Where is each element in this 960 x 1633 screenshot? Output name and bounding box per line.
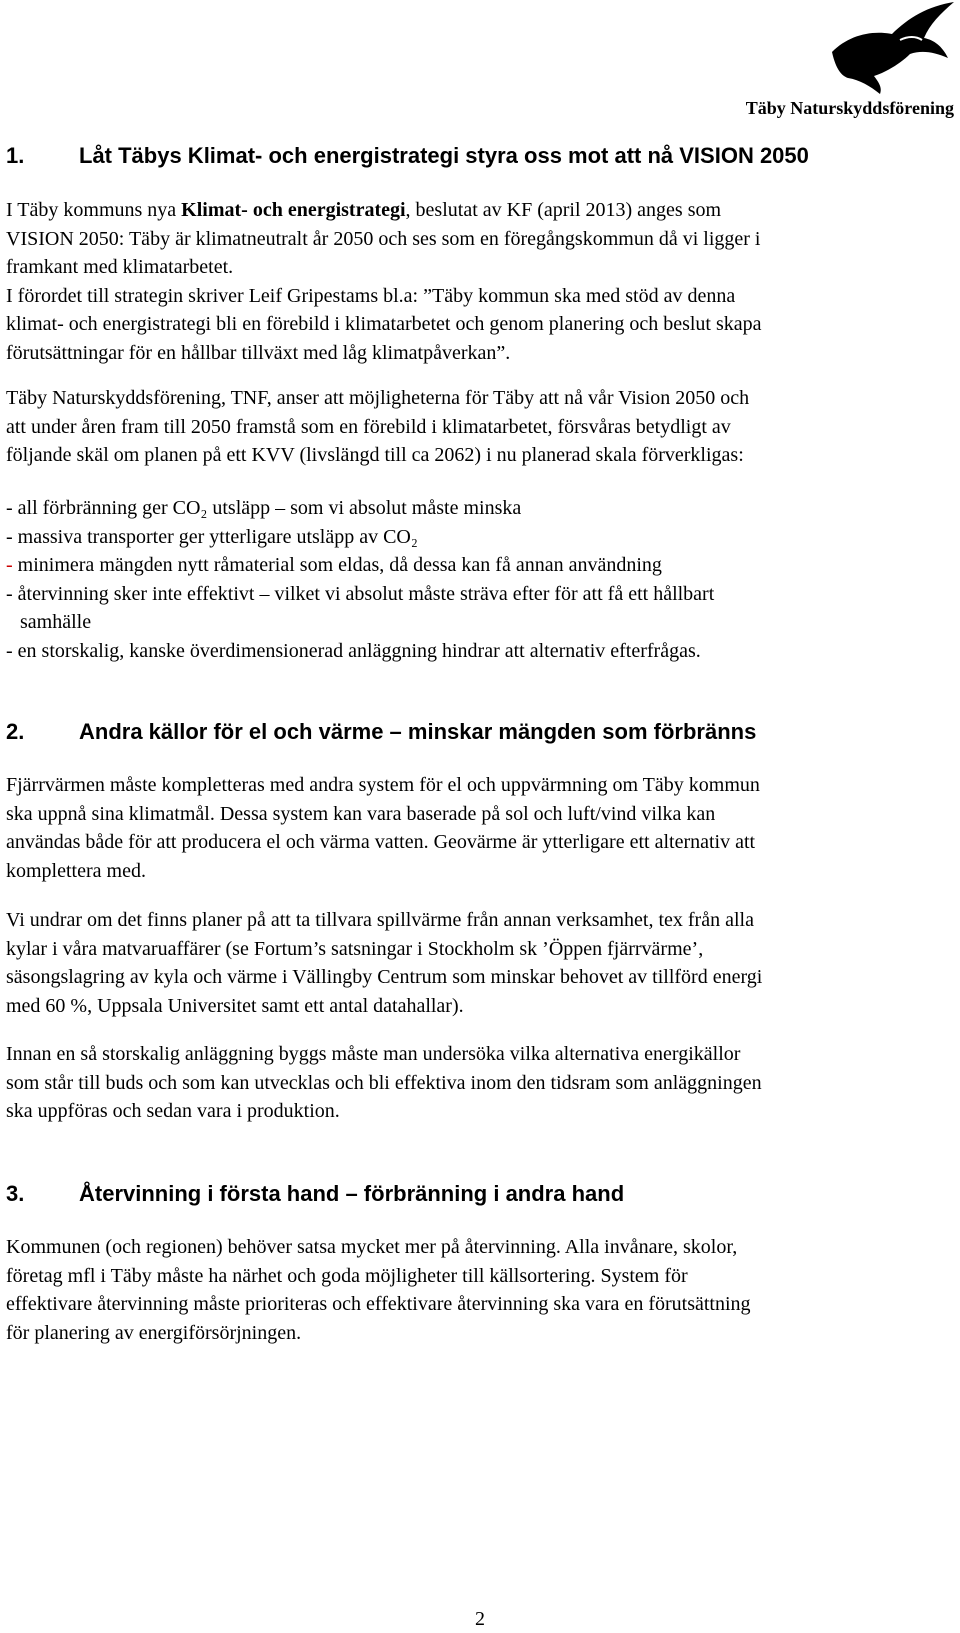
text-line: Fjärrvärmen måste kompletteras med andra system för el och uppvärmning om Täby kommun — [6, 774, 760, 796]
list-item: - massiva transporter ger ytterligare utsläpp av CO₂ — [6, 525, 418, 548]
list-item — [6, 551, 956, 580]
list-dash: - — [6, 554, 13, 576]
text-line: ska uppföras och sedan vara i produktion. — [6, 1100, 340, 1122]
section-title: Låt Täbys Klimat- och energistrategi styra oss mot att nå VISION 2050 — [79, 143, 809, 168]
paragraph — [6, 1233, 956, 1347]
section-title: Andra källor för el och värme – minskar mängden som förbränns — [79, 719, 757, 744]
section-heading-1 — [6, 143, 809, 169]
paragraph — [6, 771, 956, 885]
section-number: 3. — [6, 1181, 25, 1206]
text-line: ska uppnå sina klimatmål. Dessa system kan vara baserade på sol och luft/vind vilka kan — [6, 802, 716, 825]
text-run: minimera mängden nytt råmaterial som eldas, då dessa kan få annan användning — [12, 554, 662, 576]
text-line — [6, 196, 956, 225]
text-line: komplettera med. — [6, 859, 146, 882]
text-line: med 60 %, Uppsala Universitet samt ett antal datahallar). — [6, 994, 464, 1017]
text-line: VISION 2050: Täby är klimatneutralt år 2050 och ses som en föregångskommun då vi ligger i — [6, 227, 761, 250]
text-line: företag mfl i Täby måste ha närhet och goda möjligheter till källsortering. System för — [6, 1264, 688, 1287]
list-item: - en storskalig, kanske överdimensionerad anläggning hindrar att alternativ efterfrågas. — [6, 639, 701, 662]
text-line: för planering av energiförsörjningen. — [6, 1321, 302, 1344]
text-line: Kommunen (och regionen) behöver satsa mycket mer på återvinning. Alla invånare, skolor, — [6, 1236, 738, 1258]
text-line: förutsättningar för en hållbar tillväxt med låg klimatpåverkan”. — [6, 341, 511, 364]
text-line: I förordet till strategin skriver Leif Gripestams bl.a: ”Täby kommun ska med stöd av denna — [6, 284, 736, 307]
paragraph — [6, 384, 956, 470]
paragraph — [6, 196, 956, 367]
bullet-list — [6, 494, 956, 665]
text-run: I Täby kommuns nya — [6, 199, 182, 221]
list-item: - all förbränning ger CO₂ utsläpp – som vi absolut måste minska — [6, 497, 522, 519]
section-number: 2. — [6, 719, 25, 744]
list-item-continuation: samhälle — [20, 611, 92, 633]
section-title: Återvinning i första hand – förbränning i andra hand — [79, 1181, 625, 1206]
text-run: , beslutat av KF (april 2013) anges som — [405, 199, 722, 221]
text-line: effektivare återvinning måste prioriteras och effektivare återvinning ska vara en förutsättning — [6, 1293, 751, 1315]
text-line: användas både för att producera el och värma vatten. Geovärme är ytterligare ett alternativ att — [6, 831, 756, 853]
text-line: Innan en så storskalig anläggning byggs måste man undersöka vilka alternativa energikällor — [6, 1043, 741, 1065]
text-line: säsongslagring av kyla och värme i Vällingby Centrum som minskar behovet av tillförd energi — [6, 966, 763, 988]
text-line: att under åren fram till 2050 framstå som en förebild i klimatarbetet, försvåras betydligt av — [6, 415, 731, 438]
text-line: kylar i våra matvaruaffärer (se Fortum’s satsningar i Stockholm sk ’Öppen fjärrvärme’, — [6, 937, 704, 960]
section-heading-2 — [6, 719, 756, 745]
text-line: som står till buds och som kan utvecklas och bli effektiva inom den tidsram som anläggningen — [6, 1071, 762, 1094]
section-heading-3 — [6, 1181, 624, 1207]
paragraph — [6, 906, 956, 1020]
text-line: följande skäl om planen på ett KVV (livslängd till ca 2062) i nu planerad skala förverkligas: — [6, 444, 744, 466]
list-item: - återvinning sker inte effektivt – vilket vi absolut måste sträva efter för att få ett hållbart — [6, 582, 715, 605]
org-name: Täby Naturskyddsförening — [745, 98, 954, 118]
text-line: Vi undrar om det finns planer på att ta tillvara spillvärme från annan verksamhet, tex från alla — [6, 909, 754, 931]
bird-logo-icon — [830, 0, 955, 95]
paragraph — [6, 1040, 956, 1126]
section-number: 1. — [6, 143, 25, 168]
text-line: framkant med klimatarbetet. — [6, 256, 234, 278]
page-number: 2 — [475, 1608, 485, 1630]
text-line: klimat- och energistrategi bli en förebild i klimatarbetet och genom planering och beslut skapa — [6, 313, 762, 335]
text-line: Täby Naturskyddsförening, TNF, anser att möjligheterna för Täby att nå vår Vision 2050 och — [6, 387, 750, 409]
strategy-name: Klimat- och energistrategi — [181, 199, 406, 221]
